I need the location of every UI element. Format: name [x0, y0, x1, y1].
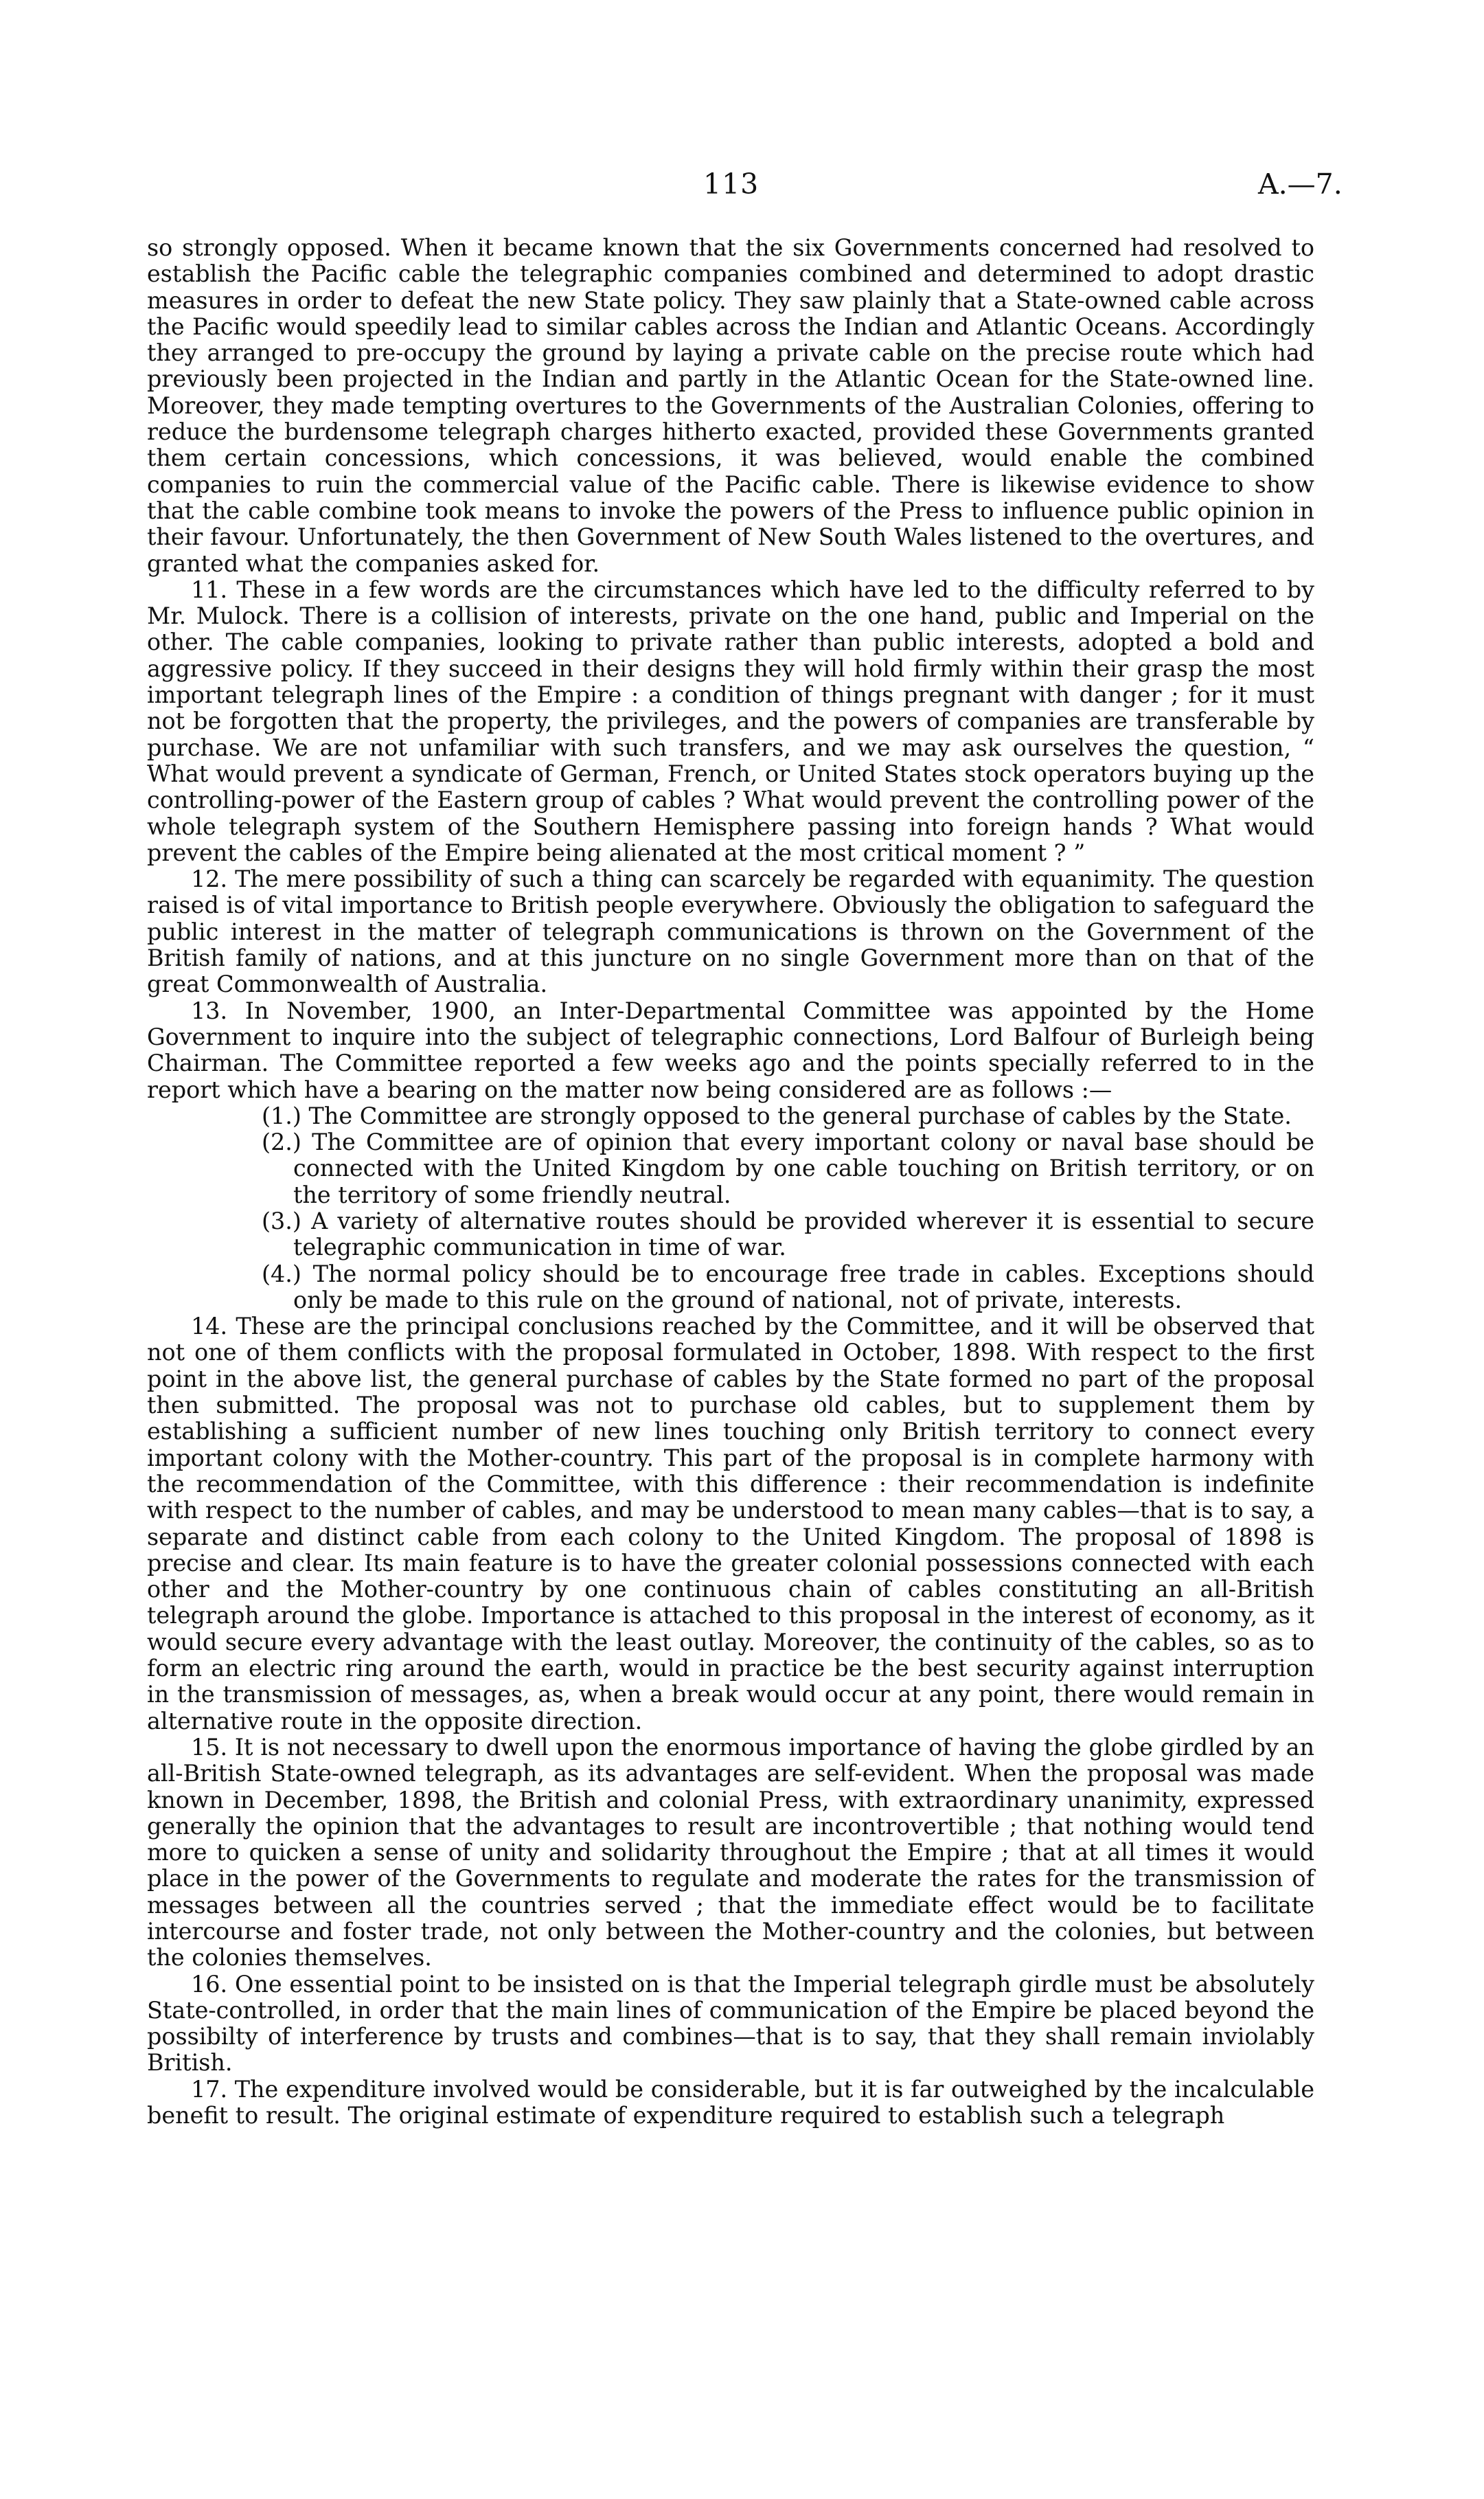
list-item — [147, 1208, 1314, 1261]
list-item-number: (2.) — [262, 1129, 301, 1156]
committee-findings-list — [147, 1103, 1314, 1313]
paragraph-continued: so strongly opposed. When it became known that the six Governments concerned had resolved to establish the Pacific cable the telegraphic companies combined and determined to adopt drastic measures in order to defeat the new State policy. They saw plainly that a State-owned cable across the Pacific would speedily lead to similar cables across the Indian and Atlantic Oceans. Accordingly they arranged to pre-occupy the ground by laying a private cable on the precise route which had previously been projected in the Indian and partly in the Atlantic Ocean for the State-owned line. Moreover, they made tempting overtures to the Governments of the Australian Colonies, offering to reduce the burdensome telegraph charges hitherto exacted, provided these Governments granted them certain concessions, which concessions, it was believed, would enable the combined companies to ruin the commercial value of the Pacific cable. There is likewise evidence to show that the cable combine took means to invoke the powers of the Press to influence public opinion in their favour. Unfortunately, the then Government of New South Wales listened to the overtures, and granted what the companies asked for. — [147, 234, 1314, 577]
list-item — [147, 1129, 1314, 1208]
paragraph-14: 14. These are the principal conclusions reached by the Committee, and it will be observed that not one of them conflicts with the proposal formulated in October, 1898. With respect to the first point in the above list, the general purchase of cables by the State formed no part of the proposal then submitted. The proposal was not to purchase old cables, but to supplement them by establishing a sufficient number of new lines touching only British territory to connect every important colony with the Mother-country. This part of the proposal is in complete harmony with the recommendation of the Committee, with this difference : their recommendation is indefinite with respect to the number of cables, and may be understood to mean many cables—that is to say, a separate and distinct cable from each colony to the United Kingdom. The proposal of 1898 is precise and clear. Its main feature is to have the greater colonial possessions connected with each other and the Mother-country by one continuous chain of cables constituting an all-British telegraph around the globe. Importance is attached to this proposal in the interest of economy, as it would secure every advantage with the least outlay. Moreover, the continuity of the cables, so as to form an electric ring around the earth, would in practice be the best security against interruption in the transmission of messages, as, when a break would occur at any point, there would remain in alternative route in the opposite direction. — [147, 1313, 1314, 1734]
list-item-text: The normal policy should be to encourage free trade in cables. Exceptions should only be made to this rule on the ground of national, not of private, interests. — [293, 1260, 1314, 1313]
list-item-number: (4.) — [262, 1260, 301, 1287]
body-text — [147, 235, 1314, 2129]
paragraph-16: 16. One essential point to be insisted on is that the Imperial telegraph girdle must be absolutely State-controlled, in order that the main lines of communication of the Empire be placed beyond the possibilty of interference by trusts and combines—that is to say, that they shall remain inviolably British. — [147, 1970, 1314, 2077]
paragraph-13: 13. In November, 1900, an Inter-Departmental Committee was appointed by the Home Government to inquire into the subject of telegraphic connections, Lord Balfour of Burleigh being Chairman. The Committee reported a few weeks ago and the points specially referred to in the report which have a bearing on the matter now being considered are as follows :— — [147, 997, 1314, 1103]
paragraph-17: 17. The expenditure involved would be considerable, but it is far outweighed by the incalculable benefit to result. The original estimate of expenditure required to establish such a telegraph — [147, 2075, 1314, 2129]
list-item — [147, 1261, 1314, 1314]
page-number: 113 — [703, 168, 760, 201]
paragraph-15: 15. It is not necessary to dwell upon the enormous importance of having the globe girdled by an all-British State-owned telegraph, as its advantages are self-evident. When the proposal was made known in December, 1898, the British and colonial Press, with extraordinary unanimity, expressed generally the opinion that the advantages to result are incontrovertible ; that nothing would tend more to quicken a sense of unity and solidarity throughout the Empire ; that at all times it would place in the power of the Governments to regulate and moderate the rates for the transmission of messages between all the countries served ; that the immediate effect would be to facilitate intercourse and foster trade, not only between the Mother-country and the colonies, but between the colonies themselves. — [147, 1733, 1314, 1971]
list-item-number: (1.) — [262, 1102, 301, 1129]
list-item-text: The Committee are of opinion that every important colony or naval base should be connected with the United Kingdom by one cable touching on British territory, or on the territory of some friendly neutral. — [293, 1129, 1314, 1208]
paragraph-12: 12. The mere possibility of such a thing can scarcely be regarded with equanimity. The question raised is of vital importance to British people everywhere. Obviously the obligation to safeguard the public interest in the matter of telegraph communications is thrown on the Government of the British family of nations, and at this juncture on no single Government more than on that of the great Commonwealth of Australia. — [147, 866, 1314, 998]
list-item-text: The Committee are strongly opposed to the general purchase of cables by the State. — [308, 1102, 1292, 1129]
document-reference: A.—7. — [1258, 168, 1343, 201]
list-item — [147, 1103, 1314, 1129]
list-item-text: A variety of alternative routes should be provided wherever it is essential to secure telegraphic communication in time of war. — [293, 1207, 1315, 1261]
paragraph-11: 11. These in a few words are the circumstances which have led to the difficulty referred to by Mr. Mulock. There is a collision of interests, private on the one hand, public and Imperial on the other. The cable companies, looking to private rather than public interests, adopted a bold and aggressive policy. If they succeed in their designs they will hold firmly within their grasp the most important telegraph lines of the Empire : a condition of things pregnant with danger ; for it must not be forgotten that the property, the privileges, and the powers of companies are transferable by purchase. We are not unfamiliar with such transfers, and we may ask ourselves the question, “ What would prevent a syndicate of German, French, or United States stock operators buying up the controlling-power of the Eastern group of cables ? What would prevent the controlling power of the whole telegraph system of the Southern Hemisphere passing into foreign hands ? What would prevent the cables of the Empire being alienated at the most critical moment ? ” — [147, 576, 1314, 866]
list-item-number: (3.) — [262, 1207, 301, 1234]
